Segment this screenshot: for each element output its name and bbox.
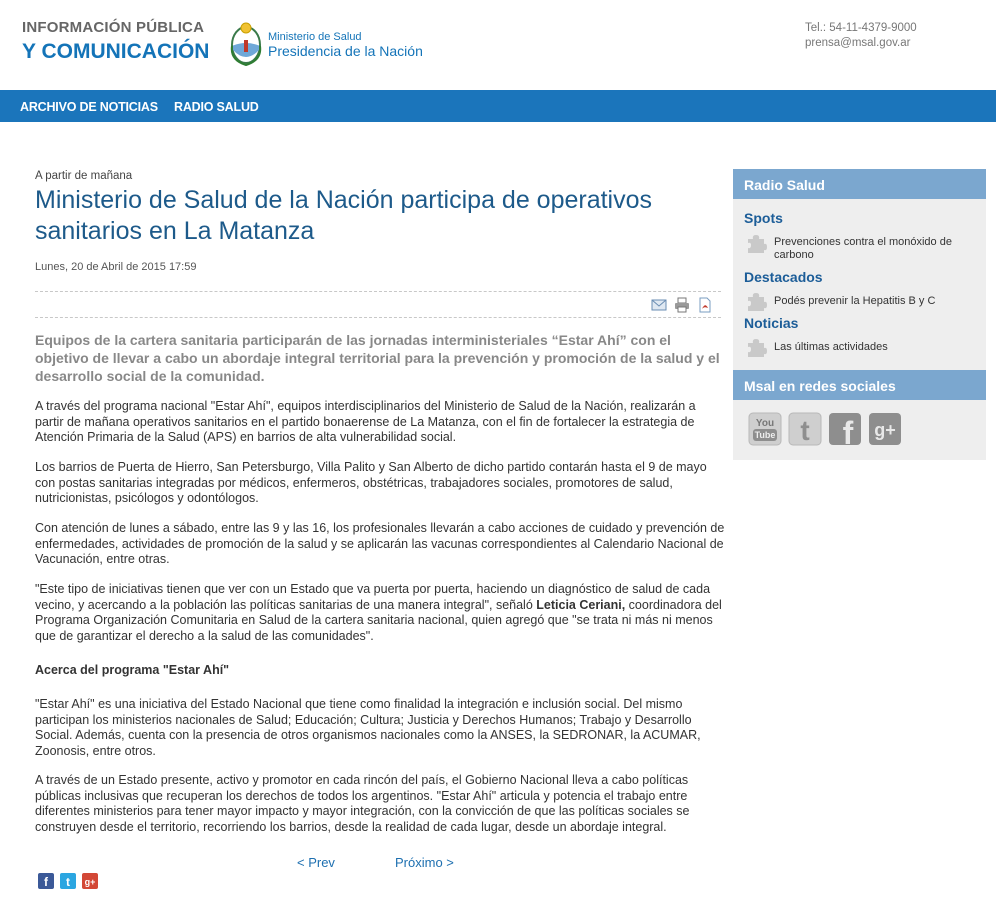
sidebar-social-header [733,370,986,400]
share-facebook-glyph: f [44,875,48,889]
nav-item-archivo-noticias[interactable]: ARCHIVO DE NOTICIAS [20,100,158,114]
puzzle-icon [745,290,767,312]
youtube-line-1: You [755,418,775,429]
article-paragraph: Los barrios de Puerta de Hierro, San Petersburgo, Villa Palito y San Alberto de dicho partido contarán hasta el 9 de mayo con postas sanitarias integradas por médicos, enfermeros, obstétricas, trabajadores sociales, promotores de salud, nutricionistas, psicólogos y odontólogos. [35,460,707,505]
email-icon[interactable] [651,297,667,313]
prev-link[interactable]: < Prev [297,855,335,870]
googleplus-icon[interactable] [868,412,902,446]
sidebar-link-spots[interactable]: Prevenciones contra el monóxido de carbono [774,236,952,261]
main-nav [0,90,996,122]
twitter-glyph: t [800,415,810,446]
facebook-glyph: f [842,415,854,446]
youtube-line-2: Tube [754,430,776,440]
sidebar-link-destacados[interactable]: Podés prevenir la Hepatitis B y C [774,295,936,307]
puzzle-icon [745,232,767,254]
article-paragraph: Con atención de lunes a sábado, entre las 9 y las 16, los profesionales llevarán a cabo acciones de cuidado y prevención de enfermedades, actividades de promoción de la salud y se aplicarán las vacunas correspondientes al Calendario Nacional de Vacunación, entre otras. [35,521,725,566]
nav-item-radio-salud[interactable]: RADIO SALUD [174,100,259,114]
quote-text-end: coordinadora del Programa Organización Comunitaria en Salud de la cartera sanitaria nacional, quien agregó que "se trata ni más ni menos que de garantizar el derecho a la salud de las comunidades". [35,597,722,643]
share-facebook-icon[interactable] [38,873,54,889]
facebook-icon[interactable] [828,412,862,446]
print-icon[interactable] [674,297,690,313]
brand-line-1: INFORMACIÓN PÚBLICA [22,19,205,36]
ministry-name: Ministerio de Salud [268,31,362,43]
article-paragraph-quote [35,582,725,644]
contact-phone: Tel.: 54-11-4379-9000 [805,22,917,34]
sidebar-link-noticias[interactable]: Las últimas actividades [774,341,888,353]
sidebar-category-noticias[interactable]: Noticias [744,315,799,331]
argentina-emblem-icon [230,20,262,66]
article-title: Ministerio de Salud de la Nación participa de operativos sanitarios en La Matanza [35,186,653,245]
article-kicker: A partir de mañana [35,170,133,182]
share-twitter-icon[interactable] [60,873,76,889]
sidebar-category-spots[interactable]: Spots [744,210,783,226]
sidebar-radio-header[interactable] [733,169,986,199]
share-googleplus-glyph: g+ [84,877,96,887]
article-summary: Equipos de la cartera sanitaria participarán de las jornadas interministeriales “Estar Ahí” con el objetivo de llevar a cabo un abordaje integral territorial para la prevención y promoción de la salud y el desarrollo social de la comunidad. [35,332,720,384]
sidebar-radio-title: Radio Salud [744,177,825,193]
share-googleplus-icon[interactable] [82,873,98,889]
article-paragraph: A través de un Estado presente, activo y promotor en cada rincón del país, el Gobierno Nacional lleva a cabo políticas públicas inclusivas que recuperan los derechos de todos los argentinos. "Estar Ahí" articula y potencia el trabajo entre diferentes ministerios para tener mayor impacto y mayor integración, con la convicción de que las políticas sociales se construyen desde el territorio, recorriendo los barrios, desde la realidad de cada lugar, desde un abordaje integral. [35,773,690,834]
share-twitter-glyph: t [66,875,70,889]
sidebar [733,169,986,460]
sidebar-category-destacados[interactable]: Destacados [744,269,823,285]
puzzle-icon [745,336,767,358]
article-paragraph: A través del programa nacional "Estar Ahí", equipos interdisciplinarios del Ministerio de Salud de la Nación, realizarán a partir de mañana operativos sanitarios en el partido bonaerense de La Matanza, con el fin de fortalecer la estrategia de Atención Primaria de la Salud (APS) en barrios de alta vulnerabilidad social. [35,399,696,444]
sidebar-social-title: Msal en redes sociales [744,378,896,394]
site-header [0,0,996,90]
next-link[interactable]: Próximo > [395,855,454,870]
article-paragraph: "Estar Ahí" es una iniciativa del Estado Nacional que tiene como finalidad la integración e inclusión social. Del mismo participan los ministerios nacionales de Salud; Educación; Cultura; Justicia y Derechos Humanos; Trabajo y Desarrollo Social. Además, cuenta con la presencia de otros organismos nacionales como la ANSES, la SEDRONAR, la ACUMAR, Zoonosis, entre otros. [35,697,701,758]
youtube-icon[interactable] [748,412,782,446]
divider [35,317,721,318]
googleplus-glyph: g+ [874,420,896,440]
article-subheading: Acerca del programa "Estar Ahí" [35,663,230,677]
divider [35,291,721,292]
contact-info [805,21,917,51]
brand-line-2[interactable]: Y COMUNICACIÓN [22,40,210,63]
twitter-icon[interactable] [788,412,822,446]
contact-email[interactable]: prensa@msal.gov.ar [805,37,911,49]
quote-text-start: "Este tipo de iniciativas tienen que ver con un Estado que va puerta por puerta, haciendo un diagnóstico de salud de cada vecino, y acercando a la población las políticas sanitarias de una manera integral", señaló [35,582,711,612]
quote-author: Leticia Ceriani, [536,597,626,612]
presidency-name: Presidencia de la Nación [268,43,423,59]
pdf-icon[interactable] [697,297,713,313]
article-date: Lunes, 20 de Abril de 2015 17:59 [35,261,197,273]
